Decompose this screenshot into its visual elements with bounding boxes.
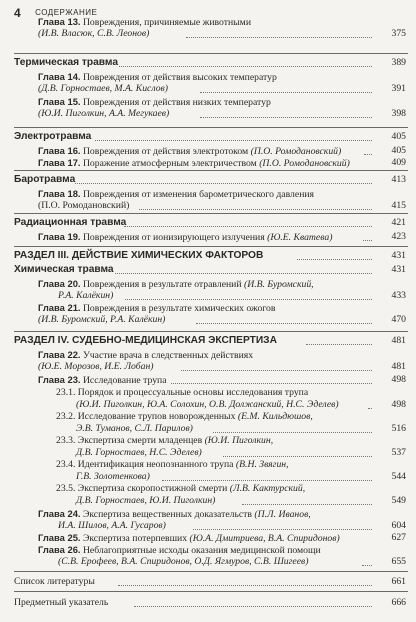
toc-entry-text — [14, 57, 118, 69]
entry-title: Участие врача в следственных действиях — [82, 350, 254, 361]
dot-leader — [223, 456, 372, 457]
page-ref[interactable]: 470 — [391, 314, 406, 325]
page-ref[interactable]: 413 — [391, 174, 406, 185]
toc-entry-text — [76, 447, 202, 459]
chapter-label: Глава 16. — [38, 145, 81, 156]
toc-entry-text — [38, 314, 165, 326]
entry-authors: (Ю.Е. Морозов, И.Е. Лобан) — [38, 361, 154, 372]
dot-leader — [119, 66, 372, 67]
entry-authors: Д.В. Горностаев, Ю.И. Пиголкин) — [76, 495, 216, 506]
section-heading: Радиационная травма — [14, 217, 127, 228]
entry-authors: (Ю.И. Пиголкин, Ю.А. Солохин, О.В. Должанский, Н.С. Эделев) — [76, 399, 339, 410]
section-divider — [14, 127, 408, 128]
page-ref[interactable]: 537 — [391, 447, 406, 458]
toc-entry-text — [58, 290, 113, 302]
section-divider — [14, 53, 408, 54]
page-ref[interactable]: 481 — [391, 335, 406, 346]
dot-leader — [242, 504, 372, 505]
toc-entry-text — [56, 483, 305, 495]
toc-entry-text — [14, 597, 108, 609]
entry-title: 23.2. Исследование трупов новорожденных — [56, 411, 236, 422]
entry-title: 23.5. Экспертиза скоропостижной смерти — [56, 483, 228, 494]
entry-title: Экспертиза вещественных доказательств — [82, 509, 252, 520]
page-ref[interactable]: 405 — [391, 131, 406, 142]
dot-leader — [171, 383, 372, 384]
dot-leader — [193, 529, 372, 530]
dot-leader — [125, 299, 372, 300]
page-number: 4 — [14, 6, 21, 20]
entry-authors: И.А. Шилов, А.А. Гусаров) — [58, 520, 166, 531]
dot-leader — [368, 408, 372, 409]
toc-entry-text — [56, 459, 289, 471]
dot-leader — [118, 585, 372, 586]
toc-entry-text — [56, 411, 313, 423]
entry-title: Предметный указатель — [14, 597, 109, 608]
section-divider — [14, 213, 408, 214]
toc-entry-text — [38, 361, 154, 373]
entry-authors: (Ю.Е. Кватева) — [267, 232, 333, 243]
page-ref[interactable]: 375 — [391, 28, 406, 39]
entry-authors: (Ю.И. Пиголкин, — [204, 435, 274, 446]
toc-entry-text — [38, 231, 332, 244]
entry-authors: (В.Н. Звягин, — [235, 459, 289, 470]
section-heading: РАЗДЕЛ III. ДЕЙСТВИЕ ХИМИЧЕСКИХ ФАКТОРОВ — [14, 250, 264, 261]
entry-authors: Э.В. Туманов, С.Л. Парилов) — [76, 423, 193, 434]
toc-entry-text — [58, 556, 308, 568]
toc-entry-text — [38, 374, 167, 387]
dot-leader — [95, 140, 372, 141]
page-ref[interactable]: 389 — [391, 57, 406, 68]
dot-leader — [75, 183, 372, 184]
toc-entry-text — [14, 264, 114, 276]
toc-entry-text — [76, 399, 339, 411]
toc-entry-text — [56, 387, 308, 399]
page-ref[interactable]: 409 — [391, 157, 406, 168]
entry-title: Неблагоприятные исходы оказания медицинской помощи — [82, 545, 321, 556]
page-ref[interactable]: 498 — [391, 399, 406, 410]
page-ref[interactable]: 391 — [391, 83, 406, 94]
entry-authors: Р.А. Калёкин) — [58, 290, 114, 301]
toc-entry-text — [38, 200, 129, 212]
toc-entry-text — [38, 28, 149, 40]
dot-leader — [162, 480, 372, 481]
entry-title: Повреждения от действия низких температур — [82, 97, 271, 108]
dot-leader — [196, 323, 372, 324]
dot-leader — [181, 370, 372, 371]
entry-title: Экспертиза потерпевших — [82, 533, 188, 544]
entry-authors: (Е.М. Кильдюшов, — [237, 411, 313, 422]
toc-entry-text — [14, 576, 95, 588]
entry-title: 23.4. Идентификация неопознанного трупа — [56, 459, 234, 470]
entry-authors: (Ю.И. Пиголкин, А.А. Мегукаев) — [38, 108, 170, 119]
entry-authors: (И.В. Власюк, С.В. Леонов) — [38, 28, 150, 39]
toc-entry-text — [38, 83, 168, 95]
entry-authors: (Л.В. Кактурский, — [229, 483, 306, 494]
entry-title: Повреждения в результате отравлений — [82, 279, 242, 290]
entry-authors: (С.В. Ерофеев, В.А. Спиридонов, О.Д. Ягмуров, С.В. Шигеев) — [58, 556, 309, 567]
entry-authors: (И.В. Буромский, Р.А. Калёкин) — [38, 314, 166, 325]
entry-title: Повреждения от ионизирующего излучения — [82, 232, 265, 243]
page-ref[interactable]: 431 — [391, 250, 406, 261]
page-ref[interactable]: 516 — [391, 423, 406, 434]
section-heading: Баротравма — [14, 174, 76, 185]
page-ref[interactable]: 498 — [391, 374, 406, 385]
entry-title: Список литературы — [14, 576, 95, 587]
section-divider — [14, 170, 408, 171]
page-ref[interactable]: 627 — [391, 532, 406, 543]
entry-authors: (П.О. Ромодановский) — [259, 158, 350, 169]
entry-title: Повреждения от изменения барометрического давления — [82, 189, 315, 200]
chapter-label: Глава 20. — [38, 278, 81, 289]
entry-title: Исследование трупа — [82, 375, 167, 386]
chapter-label: Глава 13. — [38, 16, 81, 27]
entry-authors: (Ю.А. Дмитриева, В.А. Спиридонов) — [189, 533, 340, 544]
entry-title: Повреждения от действия высоких температур — [82, 72, 277, 83]
toc-entry-text — [76, 471, 150, 483]
toc-entry-text — [14, 217, 126, 229]
page-ref[interactable]: 549 — [391, 495, 406, 506]
dot-leader — [115, 273, 372, 274]
page-ref[interactable]: 431 — [391, 264, 406, 275]
toc-entry-text — [38, 157, 350, 170]
page-ref[interactable]: 405 — [391, 145, 406, 156]
entry-title: Повреждения от действия электротоком — [82, 146, 249, 157]
page-ref[interactable]: 655 — [391, 556, 406, 567]
page-ref[interactable]: 421 — [391, 217, 406, 228]
dot-leader — [186, 37, 372, 38]
toc-entry-text — [76, 423, 193, 435]
dot-leader — [200, 117, 372, 118]
toc-entry-text — [76, 495, 215, 507]
entry-title: Повреждения, причиняемые животными — [82, 17, 251, 28]
section-divider — [14, 246, 408, 247]
page-ref[interactable]: 398 — [391, 108, 406, 119]
section-divider — [14, 591, 408, 592]
chapter-label: Глава 22. — [38, 349, 81, 360]
chapter-label: Глава 17. — [38, 157, 81, 168]
entry-authors: Д.В. Горностаев, Н.С. Эделев) — [76, 447, 202, 458]
toc-entry-text — [14, 250, 263, 262]
section-heading: Термическая травма — [14, 57, 118, 68]
entry-authors: Г.В. Золотенкова) — [76, 471, 150, 482]
entry-title: (П.О. Ромодановский) — [38, 200, 130, 211]
section-divider — [14, 331, 408, 332]
entry-authors: (П.О. Ромодановский) — [250, 146, 342, 157]
section-heading: Электротравма — [14, 131, 92, 142]
toc-entry-text — [56, 435, 273, 447]
dot-leader — [306, 344, 372, 345]
entry-authors: (Д.В. Горностаев, М.А. Кислов) — [38, 83, 168, 94]
toc-entry-text — [58, 520, 166, 532]
page-ref[interactable]: 604 — [391, 520, 406, 531]
chapter-label: Глава 25. — [38, 532, 81, 543]
chapter-label: Глава 14. — [38, 71, 81, 82]
page-ref[interactable]: 423 — [391, 231, 406, 242]
chapter-label: Глава 19. — [38, 231, 81, 242]
entry-title: Повреждения в результате химических ожогов — [82, 303, 276, 314]
dot-leader — [297, 259, 372, 260]
entry-authors: (П.Л. Иванов, — [254, 509, 311, 520]
entry-authors: (И.В. Буромский, — [243, 279, 314, 290]
dot-leader — [139, 209, 372, 210]
toc-entry-text — [14, 131, 91, 143]
page-ref[interactable]: 666 — [391, 597, 406, 608]
toc-entry-text — [14, 335, 277, 347]
page-ref[interactable]: 661 — [391, 576, 406, 587]
chapter-label: Глава 26. — [38, 544, 81, 555]
entry-title: 23.1. Порядок и процессуальные основы исследования трупа — [56, 387, 309, 398]
dot-leader — [134, 606, 372, 607]
page-ref[interactable]: 415 — [391, 200, 406, 211]
chapter-label: Глава 15. — [38, 96, 81, 107]
toc-entry-text — [38, 108, 169, 120]
dot-leader — [124, 226, 372, 227]
section-heading: РАЗДЕЛ IV. СУДЕБНО-МЕДИЦИНСКАЯ ЭКСПЕРТИЗА — [14, 335, 277, 346]
dot-leader — [363, 240, 372, 241]
running-title: СОДЕРЖАНИЕ — [35, 8, 98, 17]
toc-entry-text — [14, 174, 75, 186]
page-ref[interactable]: 544 — [391, 471, 406, 482]
section-divider — [14, 571, 408, 572]
page-ref[interactable]: 433 — [391, 290, 406, 301]
chapter-label: Глава 21. — [38, 302, 81, 313]
chapter-label: Глава 18. — [38, 188, 81, 199]
entry-title: Поражение атмосферным электричеством — [82, 158, 257, 169]
entry-title: 23.3. Экспертиза смерти младенцев — [56, 435, 203, 446]
chapter-label: Глава 24. — [38, 508, 81, 519]
section-heading: Химическая травма — [14, 264, 114, 275]
page-ref[interactable]: 481 — [391, 361, 406, 372]
dot-leader — [362, 565, 372, 566]
chapter-label: Глава 23. — [38, 374, 81, 385]
dot-leader — [213, 432, 372, 433]
dot-leader — [200, 92, 372, 93]
dot-leader — [364, 154, 372, 155]
